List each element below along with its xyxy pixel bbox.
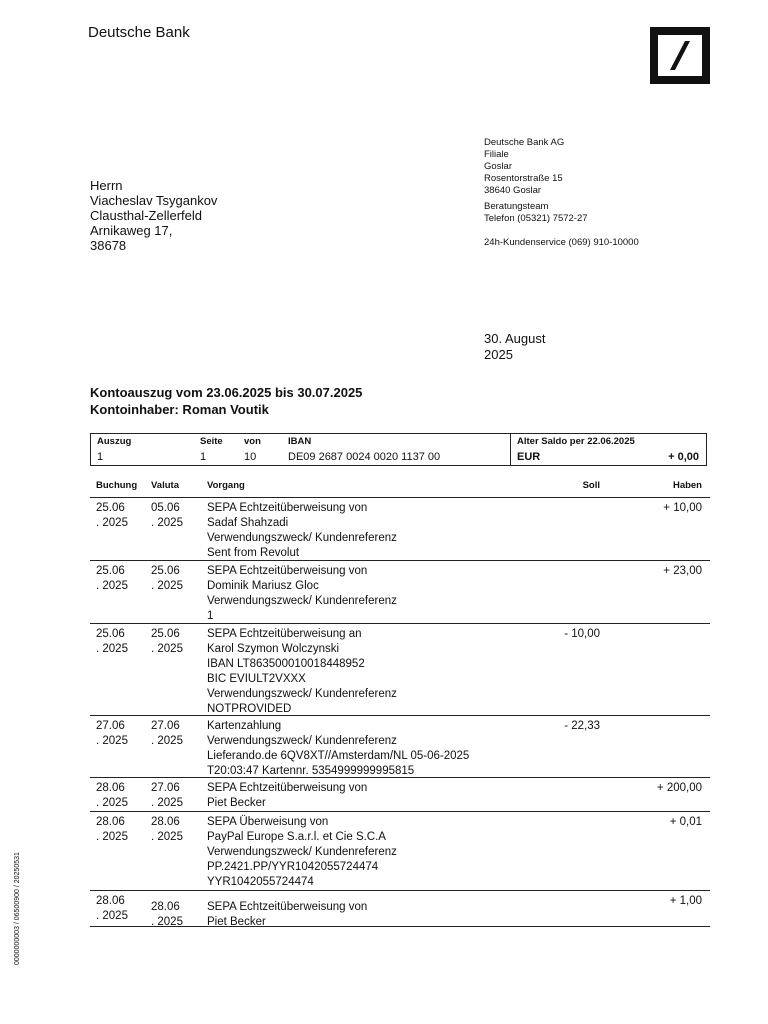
tx-soll: - 22,33 xyxy=(564,720,600,732)
von-label: von xyxy=(244,436,261,447)
tx-haben: + 0,01 xyxy=(669,816,702,828)
recipient-street: Arnikaweg 17, xyxy=(90,223,173,238)
tx-vorgang: SEPA Echtzeitüberweisung von Piet Becker xyxy=(207,782,368,809)
tx-buchung: 25.06 . 2025 xyxy=(96,502,128,529)
branch-city: Goslar xyxy=(484,161,512,172)
statement-info-box xyxy=(90,433,707,466)
tx-vorgang: SEPA Überweisung von PayPal Europe S.a.r.l. et Cie S.C.A Verwendungszweck/ Kundenreferenz PP.2421.PP/YYR1042055724474 YYR1042055724474 xyxy=(207,816,397,888)
tx-buchung: 28.06 . 2025 xyxy=(96,895,128,922)
auszug-value: 1 xyxy=(97,451,104,463)
tx-haben: + 10,00 xyxy=(663,502,702,514)
date-line-1: 30. August xyxy=(484,331,546,346)
transaction-row xyxy=(90,778,710,812)
tx-buchung: 28.06 . 2025 xyxy=(96,782,128,809)
date-line-2: 2025 xyxy=(484,347,513,362)
tx-buchung: 27.06 . 2025 xyxy=(96,720,128,747)
col-header-soll: Soll xyxy=(582,480,600,491)
tx-valuta: 27.06 . 2025 xyxy=(151,782,183,809)
col-header-buchung: Buchung xyxy=(96,480,138,491)
transaction-row xyxy=(90,716,710,778)
recipient-city-line: Clausthal-Zellerfeld xyxy=(90,208,202,223)
recipient-zip: 38678 xyxy=(90,238,127,253)
tx-valuta: 28.06 . 2025 xyxy=(151,816,183,843)
tx-valuta: 27.06 . 2025 xyxy=(151,720,183,747)
tx-haben: + 1,00 xyxy=(669,895,702,907)
account-holder: Kontoinhaber: Roman Voutik xyxy=(90,402,269,417)
info-divider xyxy=(510,434,511,465)
saldo-currency: EUR xyxy=(517,451,541,463)
col-header-vorgang: Vorgang xyxy=(207,480,245,491)
statement-title: Kontoauszug vom 23.06.2025 bis 30.07.2025 xyxy=(90,385,363,400)
tx-buchung: 28.06 . 2025 xyxy=(96,816,128,843)
tx-haben: + 200,00 xyxy=(656,782,702,794)
col-header-valuta: Valuta xyxy=(151,480,179,491)
iban-label: IBAN xyxy=(288,436,312,447)
branch-company: Deutsche Bank AG xyxy=(484,137,565,148)
tx-buchung: 25.06 . 2025 xyxy=(96,565,128,592)
branch-address xyxy=(484,137,639,249)
branch-team: Beratungsteam xyxy=(484,201,549,212)
tx-vorgang: Kartenzahlung Verwendungszweck/ Kundenreferenz Lieferando.de 6QV8XT//Amsterdam/NL 05-06-2025 T20:03:47 Kartennr. 5354999999995815 xyxy=(207,720,470,777)
branch-street: Rosentorstraße 15 xyxy=(484,173,563,184)
tx-valuta: 25.06 . 2025 xyxy=(151,565,183,592)
recipient-salutation: Herrn xyxy=(90,178,123,193)
transaction-row xyxy=(90,812,710,891)
seite-value: 1 xyxy=(200,451,207,463)
tx-buchung: 25.06 . 2025 xyxy=(96,628,128,655)
recipient-name: Viacheslav Tsygankov xyxy=(90,193,218,208)
transaction-row xyxy=(90,498,710,561)
iban-value: DE09 2687 0024 0020 1137 00 xyxy=(288,451,441,463)
branch-service: 24h-Kundenservice (069) 910-10000 xyxy=(484,237,639,248)
tx-vorgang: SEPA Echtzeitüberweisung von Piet Becker xyxy=(207,901,368,928)
tx-vorgang: SEPA Echtzeitüberweisung von Dominik Mariusz Gloc Verwendungszweck/ Kundenreferenz 1 xyxy=(207,565,397,622)
tx-vorgang: SEPA Echtzeitüberweisung an Karol Szymon Wolczynski IBAN LT863500010018448952 BIC EVIULT2VXXX Verwendungszweck/ Kundenreferenz NOTPROVIDED xyxy=(207,628,397,715)
seite-label: Seite xyxy=(200,436,223,447)
bank-name: Deutsche Bank xyxy=(88,24,190,41)
tx-haben: + 23,00 xyxy=(663,565,702,577)
von-value: 10 xyxy=(244,451,257,463)
letter-date xyxy=(484,331,545,363)
tx-valuta: 28.06 . 2025 xyxy=(151,901,183,928)
saldo-label: Alter Saldo per 22.06.2025 xyxy=(517,436,635,447)
tx-valuta: 05.06 . 2025 xyxy=(151,502,183,529)
saldo-value: + 0,00 xyxy=(668,451,699,463)
transaction-row xyxy=(90,561,710,624)
branch-zip-city: 38640 Goslar xyxy=(484,185,542,196)
col-header-haben: Haben xyxy=(672,480,702,491)
statement-title-block xyxy=(90,384,362,418)
tx-vorgang: SEPA Echtzeitüberweisung von Sadaf Shahzadi Verwendungszweck/ Kundenreferenz Sent from Revolut xyxy=(207,502,397,559)
document-side-code: 0000000003 / 06500900 / 20250531 xyxy=(14,852,21,965)
auszug-label: Auszug xyxy=(97,436,132,447)
branch-type: Filiale xyxy=(484,149,509,160)
tx-soll: - 10,00 xyxy=(564,628,600,640)
tx-valuta: 25.06 . 2025 xyxy=(151,628,183,655)
transaction-row xyxy=(90,891,710,927)
branch-phone: Telefon (05321) 7572-27 xyxy=(484,213,588,224)
deutsche-bank-logo-icon xyxy=(650,27,710,84)
transaction-row xyxy=(90,624,710,716)
recipient-address xyxy=(90,178,217,253)
